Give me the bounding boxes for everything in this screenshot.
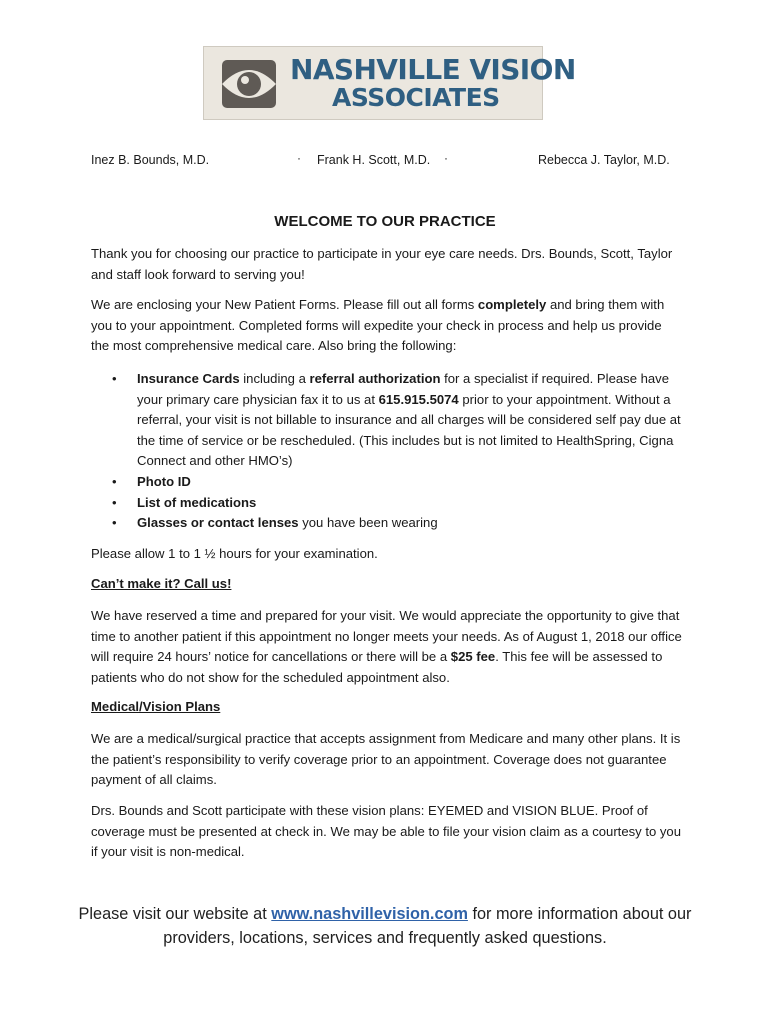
item-text: including a (239, 371, 310, 386)
vision-plans-paragraph: Drs. Bounds and Scott participate with these vision plans: EYEMED and VISION BLUE. Proof of coverage must be presented at check in. We may be able to file your vision claim as a courtesy to you if your visit is non-medical. (91, 803, 681, 860)
website-link[interactable]: www.nashvillevision.com (271, 905, 468, 923)
enclosing-text: and bring them with you to your appointment. Completed forms will expedite your check in process and help us provide the most comprehensive medical care. Also bring the following: (91, 297, 665, 354)
logo-title: NASHVILLE VISION (290, 53, 576, 86)
plans-heading: Medical/Vision Plans (91, 699, 221, 714)
separator-dot: · (297, 151, 301, 165)
cancel-paragraph (91, 606, 683, 688)
doctor-name: Rebecca J. Taylor, M.D. (538, 153, 670, 167)
bullet-icon: • (112, 515, 117, 531)
practice-logo (203, 46, 576, 120)
item-emphasis: Glasses or contact lenses (137, 515, 299, 531)
footer-text: Please visit our website at (78, 905, 272, 923)
item-text: for a specialist if required. Please have your primary care physician fax it to us at (137, 371, 670, 407)
bring-list (92, 369, 682, 534)
item-emphasis: Photo ID (137, 473, 191, 489)
plans-paragraph: We are a medical/surgical practice that accepts assignment from Medicare and many other plans. It is the patient’s responsibility to verify coverage prior to an appointment. Coverage does not guarantee payment of all claims. (91, 731, 681, 788)
separator-dot: · (444, 151, 448, 165)
list-item (92, 513, 682, 534)
fee-amount: $25 fee (450, 649, 496, 665)
page-title: WELCOME TO OUR PRACTICE (274, 213, 496, 230)
item-text: prior to your appointment. Without a referral, your visit is not billable to insurance and all charges will be considered self pay due at the time of service or be rescheduled. (This includes but is not limited to HealthSpring, Cigna Connect and other HMO’s) (137, 391, 681, 469)
item-text: you have been wearing (298, 515, 438, 531)
list-item (92, 493, 682, 514)
item-emphasis: List of medications (137, 494, 257, 510)
cancel-heading: Can’t make it? Call us! (91, 576, 232, 591)
list-item (92, 472, 682, 493)
intro-paragraph: Thank you for choosing our practice to participate in your eye care needs. Drs. Bounds, Scott, Taylor and staff look forward to serving you! (91, 246, 673, 282)
bullet-icon: • (112, 371, 117, 386)
item-emphasis: referral authorization (309, 371, 441, 386)
allow-paragraph: Please allow 1 to 1 ½ hours for your examination. (91, 546, 378, 561)
cancel-text: . This fee will be assessed to patients who do not show for the scheduled appointment also. (91, 649, 663, 685)
fax-number: 615.915.5074 (378, 391, 459, 407)
eye-icon (218, 56, 280, 112)
doctor-name: Frank H. Scott, M.D. (317, 153, 431, 167)
enclosing-text: We are enclosing your New Patient Forms. Please fill out all forms (91, 297, 478, 312)
logo-subtitle: ASSOCIATES (332, 83, 500, 112)
doctor-name: Inez B. Bounds, M.D. (91, 153, 210, 167)
item-emphasis: Insurance Cards (137, 371, 240, 386)
enclosing-paragraph (91, 295, 683, 357)
bullet-icon: • (112, 494, 117, 510)
bullet-icon: • (112, 473, 117, 489)
cancel-text: We have reserved a time and prepared for your visit. We would appreciate the opportunity to give that time to another patient if this appointment no longer meets your needs. As of August 1, 2018 our office will require 24 hours’ notice for cancellations or there will be a (91, 608, 682, 665)
footer-text: for more information about our providers, locations, services and frequently asked questions. (163, 905, 692, 947)
enclosing-emphasis: completely (477, 297, 547, 312)
list-item (92, 369, 682, 472)
website-note (60, 902, 710, 950)
